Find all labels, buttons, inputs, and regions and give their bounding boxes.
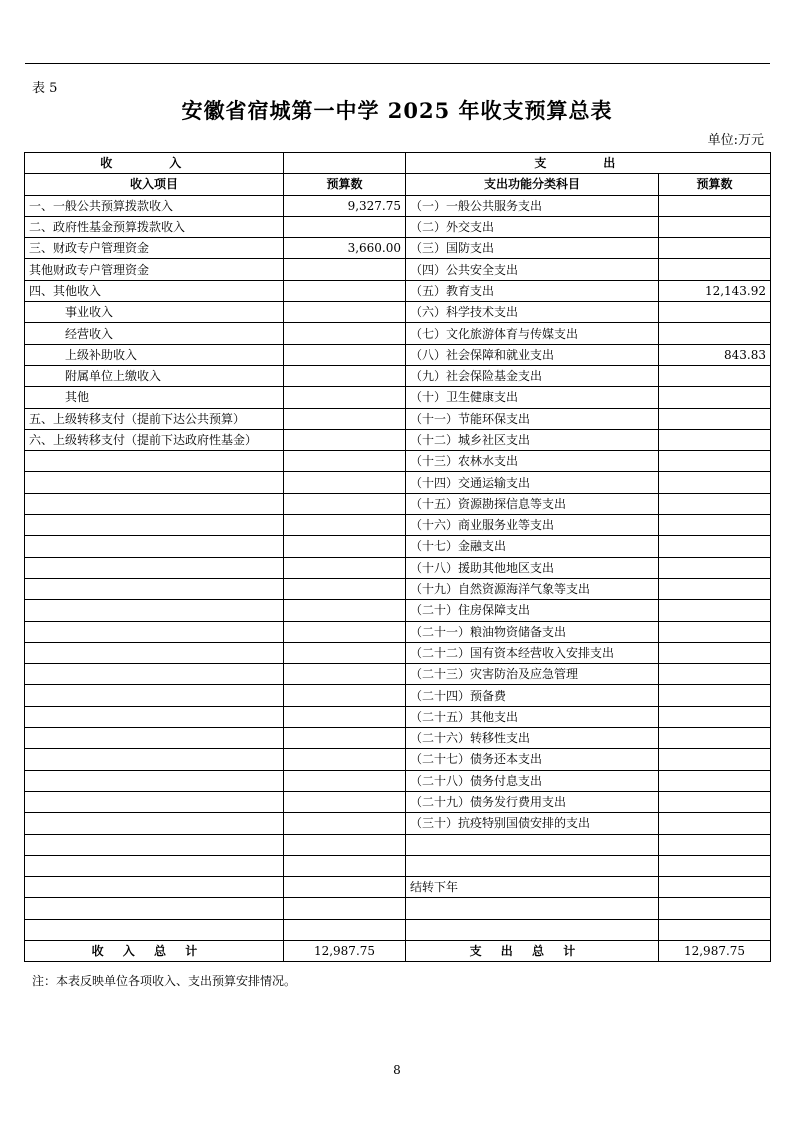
table-row (25, 578, 771, 599)
expense-amount-cell (659, 813, 771, 834)
table-row (25, 472, 771, 493)
expense-item-cell: （十五）资源勘探信息等支出 (406, 493, 659, 514)
table-row (25, 429, 771, 450)
income-amount-cell (284, 429, 406, 450)
income-amount-cell (284, 344, 406, 365)
expense-item-cell: （三）国防支出 (406, 238, 659, 259)
income-item-cell: 事业收入 (25, 302, 284, 323)
expense-amount-cell (659, 685, 771, 706)
expense-amount-cell (659, 493, 771, 514)
expense-item-cell: （十六）商业服务业等支出 (406, 515, 659, 536)
income-item-cell (25, 664, 284, 685)
expense-amount-cell (659, 600, 771, 621)
expense-group-header: 支 出 (406, 153, 771, 174)
income-item-cell (25, 919, 284, 940)
page-number: 8 (393, 1063, 401, 1077)
income-amount-cell (284, 259, 406, 280)
expense-item-cell: （十三）农林水支出 (406, 451, 659, 472)
expense-item-cell: （十）卫生健康支出 (406, 387, 659, 408)
unit-label: 单位:万元 (707, 133, 764, 148)
income-item-cell (25, 451, 284, 472)
expense-item-cell: （二十）住房保障支出 (406, 600, 659, 621)
income-amount-cell (284, 578, 406, 599)
expense-item-cell: （二十一）粮油物资储备支出 (406, 621, 659, 642)
expense-item-cell: （一）一般公共服务支出 (406, 195, 659, 216)
income-item-cell (25, 493, 284, 514)
expense-item-cell: （六）科学技术支出 (406, 302, 659, 323)
income-item-cell (25, 600, 284, 621)
top-rule (25, 63, 770, 64)
income-amount-cell (284, 855, 406, 876)
expense-amount-cell (659, 259, 771, 280)
income-amount-cell (284, 877, 406, 898)
table-row (25, 387, 771, 408)
table-row (25, 451, 771, 472)
table-row (25, 536, 771, 557)
expense-item-cell: （二十六）转移性支出 (406, 728, 659, 749)
income-item-cell (25, 515, 284, 536)
table-row (25, 216, 771, 237)
expense-amount-cell: 12,143.92 (659, 280, 771, 301)
table-row (25, 813, 771, 834)
expense-item-cell: （八）社会保障和就业支出 (406, 344, 659, 365)
expense-amount-cell (659, 749, 771, 770)
table-row (25, 877, 771, 898)
expense-item-cell (406, 919, 659, 940)
expense-item-cell (406, 898, 659, 919)
income-total-amount: 12,987.75 (284, 940, 406, 961)
expense-item-cell: （二十三）灾害防治及应急管理 (406, 664, 659, 685)
expense-item-cell: （二十八）债务付息支出 (406, 770, 659, 791)
expense-item-cell (406, 855, 659, 876)
page-title: 安徽省宿城第一中学 2025 年收支预算总表 (181, 98, 613, 123)
table-row (25, 685, 771, 706)
income-item-cell (25, 728, 284, 749)
income-amount-cell (284, 280, 406, 301)
expense-item-cell: （十七）金融支出 (406, 536, 659, 557)
expense-item-cell: （二十二）国有资本经营收入安排支出 (406, 642, 659, 663)
expense-amount-cell (659, 770, 771, 791)
income-amount-cell (284, 216, 406, 237)
expense-amount-header: 预算数 (659, 174, 771, 195)
expense-item-cell: （十八）援助其他地区支出 (406, 557, 659, 578)
income-item-cell: 附属单位上缴收入 (25, 365, 284, 386)
table-row (25, 621, 771, 642)
table-row (25, 898, 771, 919)
table-row (25, 323, 771, 344)
income-amount-cell (284, 728, 406, 749)
income-amount-cell (284, 919, 406, 940)
income-amount-cell (284, 898, 406, 919)
income-amount-cell (284, 451, 406, 472)
income-amount-cell (284, 557, 406, 578)
table-row (25, 919, 771, 940)
expense-item-cell: （二十四）预备费 (406, 685, 659, 706)
income-item-cell (25, 749, 284, 770)
expense-amount-cell (659, 578, 771, 599)
expense-item-cell: （二十九）债务发行费用支出 (406, 791, 659, 812)
table-row (25, 195, 771, 216)
table-row (25, 855, 771, 876)
expense-item-cell: （十一）节能环保支出 (406, 408, 659, 429)
expense-amount-cell (659, 472, 771, 493)
table-row (25, 344, 771, 365)
expense-amount-cell (659, 557, 771, 578)
income-amount-cell (284, 706, 406, 727)
expense-amount-cell (659, 451, 771, 472)
expense-amount-cell (659, 323, 771, 344)
expense-amount-cell (659, 791, 771, 812)
table-row (25, 600, 771, 621)
income-amount-cell (284, 600, 406, 621)
table-row (25, 664, 771, 685)
expense-total-amount: 12,987.75 (659, 940, 771, 961)
expense-item-cell: （四）公共安全支出 (406, 259, 659, 280)
income-item-cell: 五、上级转移支付（提前下达公共预算） (25, 408, 284, 429)
table-row (25, 408, 771, 429)
table-row (25, 642, 771, 663)
income-item-cell (25, 472, 284, 493)
income-amount-cell (284, 365, 406, 386)
expense-amount-cell (659, 429, 771, 450)
expense-item-cell: （三十）抗疫特别国债安排的支出 (406, 813, 659, 834)
income-item-cell (25, 770, 284, 791)
income-total-label: 收入总计 (25, 940, 284, 961)
expense-amount-cell (659, 408, 771, 429)
expense-item-cell: 结转下年 (406, 877, 659, 898)
income-item-cell (25, 834, 284, 855)
table-number: 表 5 (32, 81, 58, 96)
table-row (25, 706, 771, 727)
income-item-cell: 三、财政专户管理资金 (25, 238, 284, 259)
income-item-cell (25, 685, 284, 706)
income-item-cell (25, 706, 284, 727)
expense-amount-cell (659, 238, 771, 259)
expense-item-cell: （七）文化旅游体育与传媒支出 (406, 323, 659, 344)
expense-amount-cell (659, 877, 771, 898)
expense-amount-cell (659, 919, 771, 940)
expense-item-cell (406, 834, 659, 855)
expense-item-cell: （十四）交通运输支出 (406, 472, 659, 493)
income-item-cell: 二、政府性基金预算拨款收入 (25, 216, 284, 237)
header-row-columns (25, 174, 771, 195)
income-item-cell (25, 855, 284, 876)
expense-amount-cell (659, 706, 771, 727)
income-amount-cell (284, 664, 406, 685)
expense-amount-cell (659, 365, 771, 386)
income-amount-header: 预算数 (284, 174, 406, 195)
table-row (25, 302, 771, 323)
expense-amount-cell (659, 728, 771, 749)
income-item-cell (25, 557, 284, 578)
income-amount-cell (284, 770, 406, 791)
expense-amount-cell: 843.83 (659, 344, 771, 365)
income-item-cell: 经营收入 (25, 323, 284, 344)
income-item-cell: 其他财政专户管理资金 (25, 259, 284, 280)
income-item-cell (25, 536, 284, 557)
expense-item-cell: （九）社会保险基金支出 (406, 365, 659, 386)
income-amount-cell: 9,327.75 (284, 195, 406, 216)
expense-amount-cell (659, 195, 771, 216)
income-amount-cell (284, 813, 406, 834)
expense-item-cell: （十九）自然资源海洋气象等支出 (406, 578, 659, 599)
income-amount-cell (284, 834, 406, 855)
expense-amount-cell (659, 642, 771, 663)
income-item-cell: 六、上级转移支付（提前下达政府性基金） (25, 429, 284, 450)
income-item-cell (25, 578, 284, 599)
expense-item-header: 支出功能分类科目 (406, 174, 659, 195)
income-item-cell: 一、一般公共预算拨款收入 (25, 195, 284, 216)
income-item-cell: 其他 (25, 387, 284, 408)
income-amount-cell (284, 302, 406, 323)
income-item-header: 收入项目 (25, 174, 284, 195)
income-amount-cell (284, 685, 406, 706)
expense-item-cell: （二十七）债务还本支出 (406, 749, 659, 770)
income-item-cell (25, 877, 284, 898)
expense-amount-cell (659, 216, 771, 237)
expense-amount-cell (659, 621, 771, 642)
expense-amount-cell (659, 664, 771, 685)
table-row (25, 749, 771, 770)
income-amount-cell (284, 387, 406, 408)
table-row (25, 557, 771, 578)
income-item-cell (25, 642, 284, 663)
table-row (25, 365, 771, 386)
income-amount-cell (284, 515, 406, 536)
income-item-cell (25, 813, 284, 834)
budget-table (24, 152, 771, 962)
income-item-cell: 四、其他收入 (25, 280, 284, 301)
expense-amount-cell (659, 515, 771, 536)
footnote: 注：本表反映单位各项收入、支出预算安排情况。 (32, 974, 297, 988)
income-amount-cell (284, 642, 406, 663)
income-item-cell: 上级补助收入 (25, 344, 284, 365)
income-amount-cell: 3,660.00 (284, 238, 406, 259)
income-amount-cell (284, 791, 406, 812)
income-amount-cell (284, 749, 406, 770)
expense-amount-cell (659, 536, 771, 557)
table-row (25, 728, 771, 749)
income-amount-cell (284, 323, 406, 344)
table-row (25, 493, 771, 514)
income-item-cell (25, 791, 284, 812)
expense-item-cell: （二）外交支出 (406, 216, 659, 237)
income-group-blank (284, 153, 406, 174)
expense-amount-cell (659, 302, 771, 323)
expense-amount-cell (659, 855, 771, 876)
income-amount-cell (284, 536, 406, 557)
expense-amount-cell (659, 387, 771, 408)
income-amount-cell (284, 621, 406, 642)
expense-item-cell: （五）教育支出 (406, 280, 659, 301)
table-row (25, 515, 771, 536)
income-item-cell (25, 898, 284, 919)
expense-total-label: 支出总计 (406, 940, 659, 961)
table-row (25, 259, 771, 280)
expense-amount-cell (659, 834, 771, 855)
table-row (25, 280, 771, 301)
expense-item-cell: （二十五）其他支出 (406, 706, 659, 727)
income-group-header: 收 入 (25, 153, 284, 174)
income-item-cell (25, 621, 284, 642)
expense-amount-cell (659, 898, 771, 919)
table-row (25, 238, 771, 259)
income-amount-cell (284, 493, 406, 514)
header-row-group (25, 153, 771, 174)
income-amount-cell (284, 408, 406, 429)
table-row (25, 770, 771, 791)
table-row (25, 834, 771, 855)
income-amount-cell (284, 472, 406, 493)
expense-item-cell: （十二）城乡社区支出 (406, 429, 659, 450)
table-row (25, 791, 771, 812)
total-row (25, 940, 771, 961)
